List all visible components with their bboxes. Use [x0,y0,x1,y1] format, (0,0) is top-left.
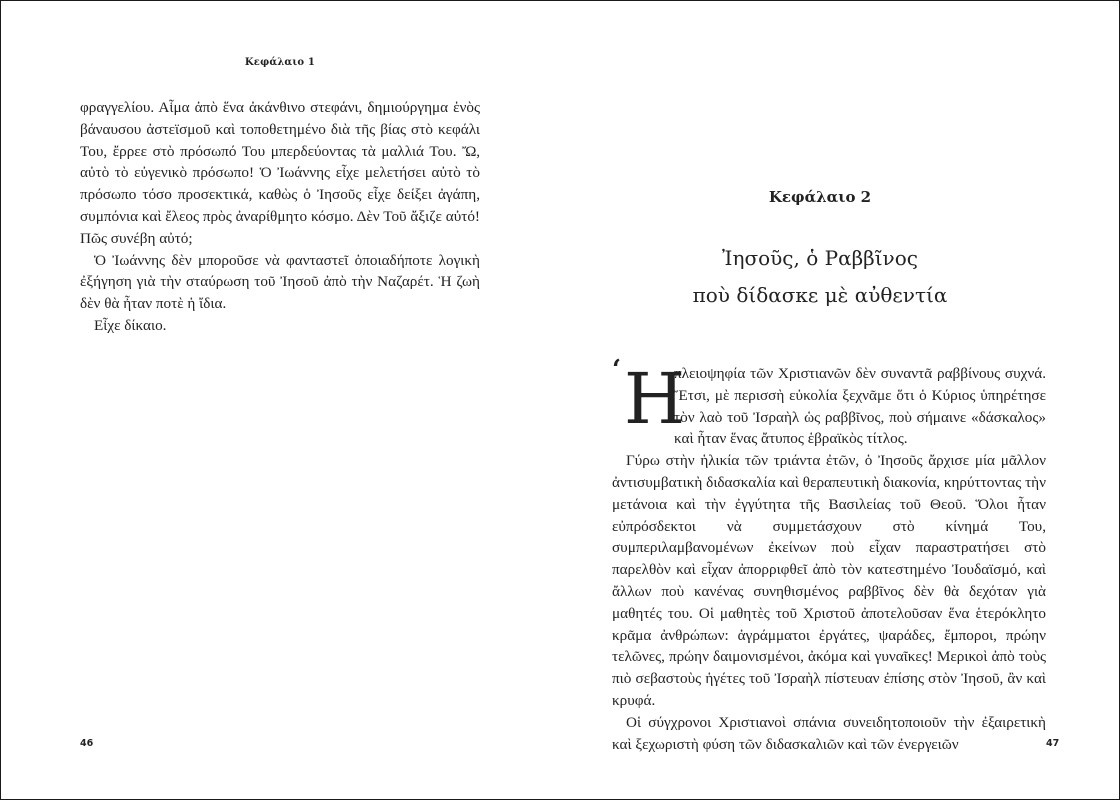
chapter-title-line: Ἰησοῦς, ὁ Ραββῖνος [722,246,918,270]
running-head: Κεφάλαιο 1 [244,57,316,68]
drop-cap-accent: ‘ [612,355,622,385]
left-page-body [80,97,480,337]
paragraph: Ὁ Ἰωάννης δὲν μποροῦσε νὰ φανταστεῖ ὁποιαδήποτε λογικὴ ἐξήγηση γιὰ τὴν σταύρωση τοῦ Ἰησοῦ ἀπὸ τὴν Ναζαρέτ. Ἡ ζωὴ δὲν θὰ ἦταν ποτὲ ἡ ἴδια. [80,251,480,313]
drop-cap-block [612,355,686,447]
paragraph: φραγγελίου. Αἷμα ἀπὸ ἕνα ἀκάνθινο στεφάνι, δημιούργημα ἑνὸς βάναυσου ἀστεϊσμοῦ καὶ τοποθετημένο διὰ τῆς βίας στὸ κεφάλι Του, ἔρρεε στὸ πρόσωπό Του μπερδεύοντας τὰ μαλλιά Του. Ὤ, αὐτὸ τὸ εὐγενικὸ πρόσωπο! Ὁ Ἰωάννης εἶχε μελετήσει αὐτὸ τὸ πρόσωπο τόσο προσεκτικά, καθὼς ὁ Ἰησοῦς εἶχε δείξει ἀγάπη, συμπόνια καὶ ἔλεος πρὸς ἀναρίθμητο κόσμο. Δὲν Τοῦ ἄξιζε αὐτό! Πῶς συνέβη αὐτό; [80,99,480,247]
right-page [560,0,1120,800]
chapter-title [560,240,1080,314]
paragraph: Εἶχε δίκαιο. [94,316,167,334]
chapter-label: Κεφάλαιο 2 [768,188,872,206]
page-number: 47 [1046,738,1060,749]
chapter-title-line: ποὺ δίδασκε μὲ αὐθεντία [692,283,948,307]
paragraph: Οἱ σύγχρονοι Χριστιανοὶ σπάνια συνειδητοποιοῦν τὴν ἐξαιρετικὴ καὶ ξεχωριστὴ φύση τῶν διδασκαλιῶν καὶ τῶν ἐνεργειῶν [612,713,1046,753]
paragraph [612,355,1046,450]
page-number: 46 [80,738,94,749]
right-page-body [612,355,1046,755]
drop-cap: Η [624,358,686,440]
paragraph: Γύρω στὴν ἡλικία τῶν τριάντα ἐτῶν, ὁ Ἰησοῦς ἄρχισε μία μᾶλλον ἀντισυμβατικὴ διδασκαλία καὶ θεραπευτικὴ διακονία, κηρύττοντας τὴν μετάνοια καὶ τὴν ἐγγύτητα τῆς Βασιλείας τοῦ Θεοῦ. Ὅλοι ἦταν εὐπρόσδεκτοι νὰ συμμετάσχουν στὸ κίνημά Του, συμπεριλαμβανομένων ἐκείνων ποὺ εἶχαν παραστρατήσει στὸ παρελθὸν καὶ εἶχαν ἀπορριφθεῖ ἀπὸ τὸν κατεστημένο Ἰουδαϊσμό, καὶ ἄλλων ποὺ κανένας συνηθισμένος ραββῖνος δὲν θὰ δεχόταν γιὰ μαθητές του. Οἱ μαθητὲς τοῦ Χριστοῦ ἀποτελοῦσαν ἕνα ἑτερόκλητο κρᾶμα ἀνθρώπων: ἀγράμματοι ἐργάτες, ψαράδες, ἔμποροι, πρώην τελῶνες, πρώην δαιμονισμένοι, ἀκόμα καὶ γυναῖκες! Μερικοὶ ἀπὸ τοὺς πιὸ σεβαστοὺς ἡγέτες τοῦ Ἰσραὴλ πίστευαν ἐπίσης στὸν Ἰησοῦ, ἂν καὶ κρυφά. [612,452,1046,709]
paragraph-text: πλειοψηφία τῶν Χριστιανῶν δὲν συναντᾶ ραββίνους συχνά. Ἔτσι, μὲ περισσὴ εὐκολία ξεχνᾶμε ὅτι ὁ Κύριος ὑπηρέτησε τὸν λαὸ τοῦ Ἰσραὴλ ὡς ραββῖνος, ποὺ σήμαινε «δάσκαλος» καὶ ἦταν ἕνας ἄτυπος ἑβραϊκὸς τίτλος. [674,365,1046,448]
